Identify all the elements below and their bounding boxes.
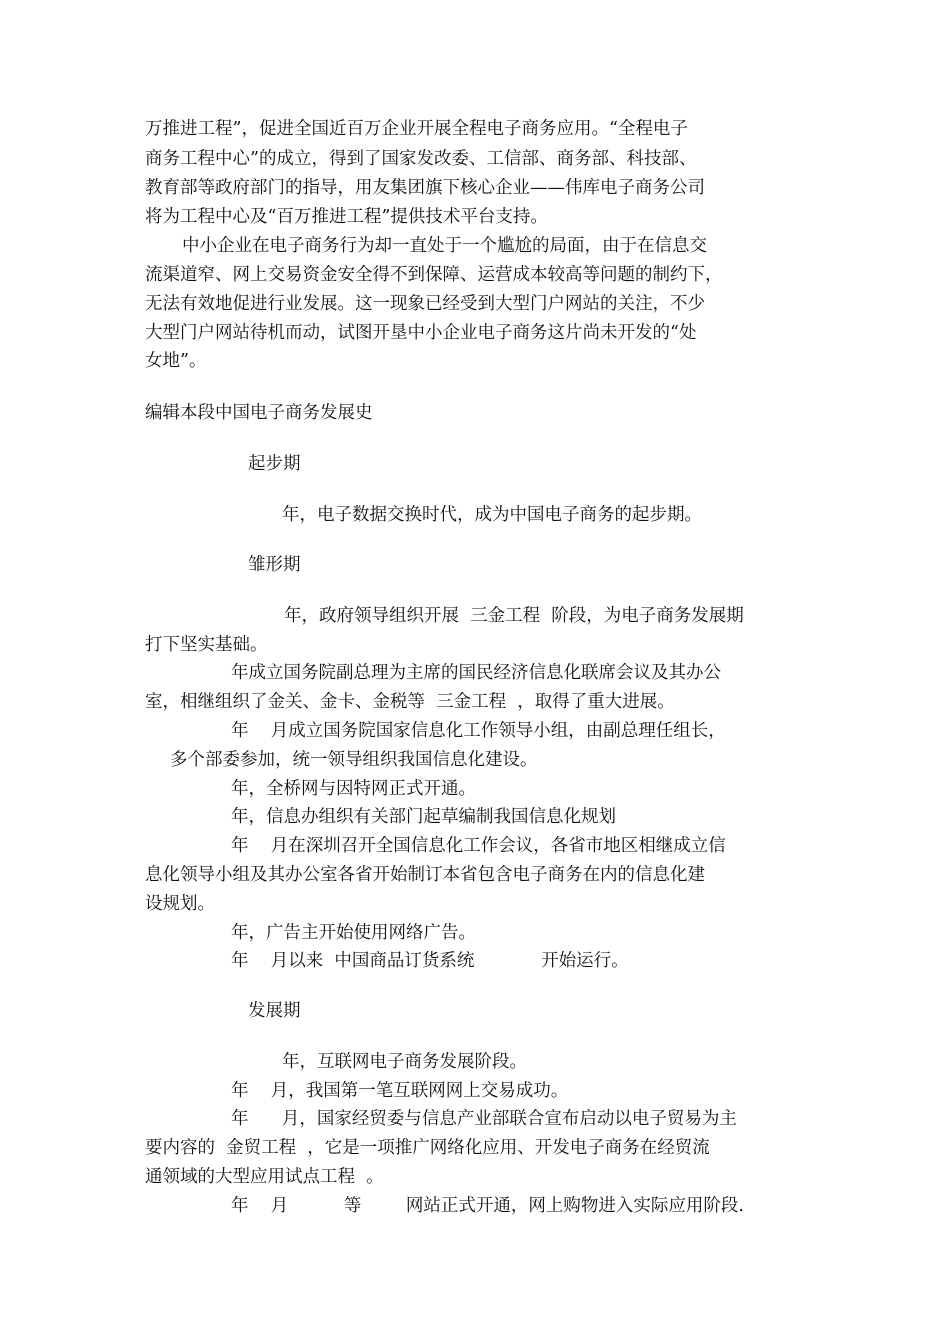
growth-line-2: 年 月，我国第一笔互联网网上交易成功。 — [231, 1081, 569, 1101]
sme-line-5: 女地”。 — [145, 351, 207, 371]
embryo-line-4: 室，相继组织了金关、金卡、金税等 三金工程 ，取得了重大进展。 — [145, 692, 675, 712]
embryo-line-1: 年，政府领导组织开展 三金工程 阶段，为电子商务发展期 — [284, 606, 744, 626]
growth-line-6: 年 月 等 网站正式开通，网上购物进入实际应用阶段. — [231, 1196, 744, 1216]
embryo-line-13: 年 月以来 中国商品订货系统 开始运行。 — [231, 951, 629, 971]
embryo-line-7: 年，全桥网与因特网正式开通。 — [231, 779, 476, 799]
growth-line-1: 年，互联网电子商务发展阶段。 — [282, 1052, 527, 1072]
intro-line-3: 教育部等政府部门的指导，用友集团旗下核心企业——伟库电子商务公司 — [145, 178, 705, 198]
embryo-line-6: 多个部委参加，统一领导组织我国信息化建设。 — [170, 750, 538, 770]
section-heading: 编辑本段中国电子商务发展史 — [145, 403, 373, 423]
stage-start-heading: 起步期 — [248, 454, 301, 474]
sme-line-2: 流渠道窄、网上交易资金安全得不到保障、运营成本较高等问题的制约下， — [145, 265, 723, 285]
stage-start-line-1: 年，电子数据交换时代，成为中国电子商务的起步期。 — [282, 505, 702, 525]
stage-embryo-heading: 雏形期 — [248, 555, 301, 575]
sme-line-1: 中小企业在电子商务行为却一直处于一个尴尬的局面，由于在信息交 — [182, 236, 707, 256]
embryo-line-12: 年，广告主开始使用网络广告。 — [231, 923, 476, 943]
embryo-line-9: 年 月在深圳召开全国信息化工作会议，各省市地区相继成立信 — [231, 836, 726, 856]
growth-line-4: 要内容的 金贸工程 ，它是一项推广网络化应用、开发电子商务在经贸流 — [145, 1138, 710, 1158]
embryo-line-5: 年 月成立国务院国家信息化工作领导小组，由副总理任组长， — [231, 721, 726, 741]
embryo-line-10: 息化领导小组及其办公室各省开始制订本省包含电子商务在内的信息化建 — [145, 865, 705, 885]
growth-line-3: 年 月，国家经贸委与信息产业部联合宣布启动以电子贸易为主 — [231, 1109, 737, 1129]
stage-growth-heading: 发展期 — [248, 1001, 301, 1021]
sme-line-4: 大型门户网站待机而动，试图开垦中小企业电子商务这片尚未开发的“处 — [145, 323, 697, 343]
intro-line-2: 商务工程中心”的成立，得到了国家发改委、工信部、商务部、科技部、 — [145, 149, 697, 169]
embryo-line-2: 打下坚实基础。 — [145, 635, 268, 655]
embryo-line-3: 年成立国务院副总理为主席的国民经济信息化联席会议及其办公 — [231, 663, 721, 683]
intro-line-4: 将为工程中心及“百万推进工程”提供技术平台支持。 — [145, 207, 548, 227]
growth-line-5: 通领域的大型应用试点工程 。 — [145, 1167, 384, 1187]
intro-line-1: 万推进工程”，促进全国近百万企业开展全程电子商务应用。“全程电子 — [145, 119, 688, 139]
embryo-line-8: 年，信息办组织有关部门起草编制我国信息化规划 — [231, 807, 616, 827]
sme-line-3: 无法有效地促进行业发展。这一现象已经受到大型门户网站的关注，不少 — [145, 294, 705, 314]
embryo-line-11: 设规划。 — [145, 894, 215, 914]
